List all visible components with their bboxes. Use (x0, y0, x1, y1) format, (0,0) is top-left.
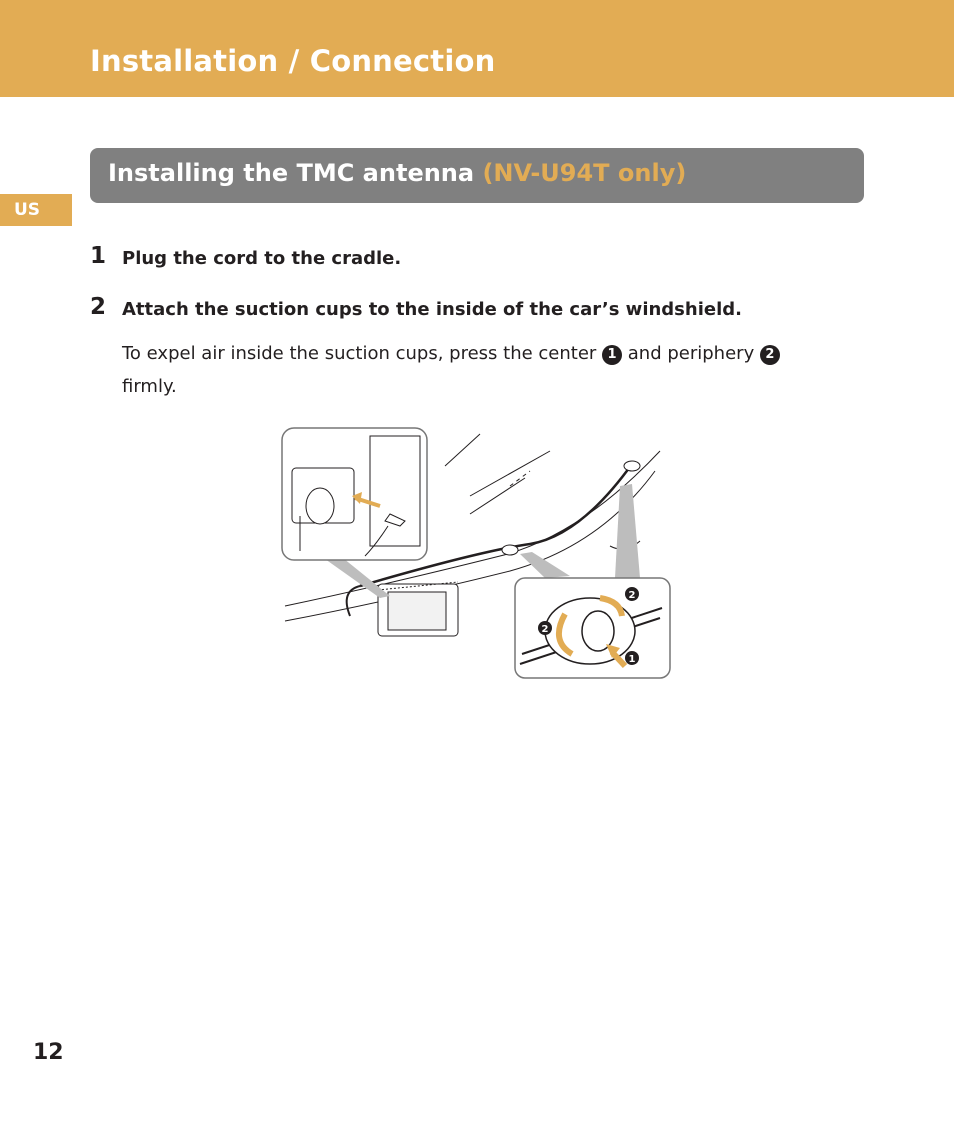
instruction-paragraph (122, 337, 822, 403)
section-title-text: Installing the TMC antenna (108, 159, 483, 187)
step-1-number: 1 (90, 243, 107, 269)
step-2-number: 2 (90, 294, 107, 320)
page-header-title: Installation / Connection (90, 44, 496, 78)
instruction-part-3: firmly. (122, 376, 177, 397)
callout-marker-1: 1 (628, 654, 636, 665)
callout-marker-2b: 2 (541, 624, 549, 635)
installation-illustration (280, 426, 680, 686)
section-model-note: (NV-U94T only) (482, 159, 687, 187)
section-heading-bar (90, 148, 864, 203)
marker-1-icon: 1 (602, 345, 622, 365)
step-2-text: Attach the suction cups to the inside of the car’s windshield. (122, 299, 742, 320)
marker-2-icon: 2 (760, 345, 780, 365)
instruction-part-2: and periphery (622, 343, 760, 364)
section-title (108, 159, 686, 187)
callout-marker-2a: 2 (628, 590, 636, 601)
region-tab: US (0, 194, 72, 226)
page-number: 12 (33, 1040, 64, 1065)
step-1-text: Plug the cord to the cradle. (122, 248, 402, 269)
instruction-part-1: To expel air inside the suction cups, press the center (122, 343, 603, 364)
